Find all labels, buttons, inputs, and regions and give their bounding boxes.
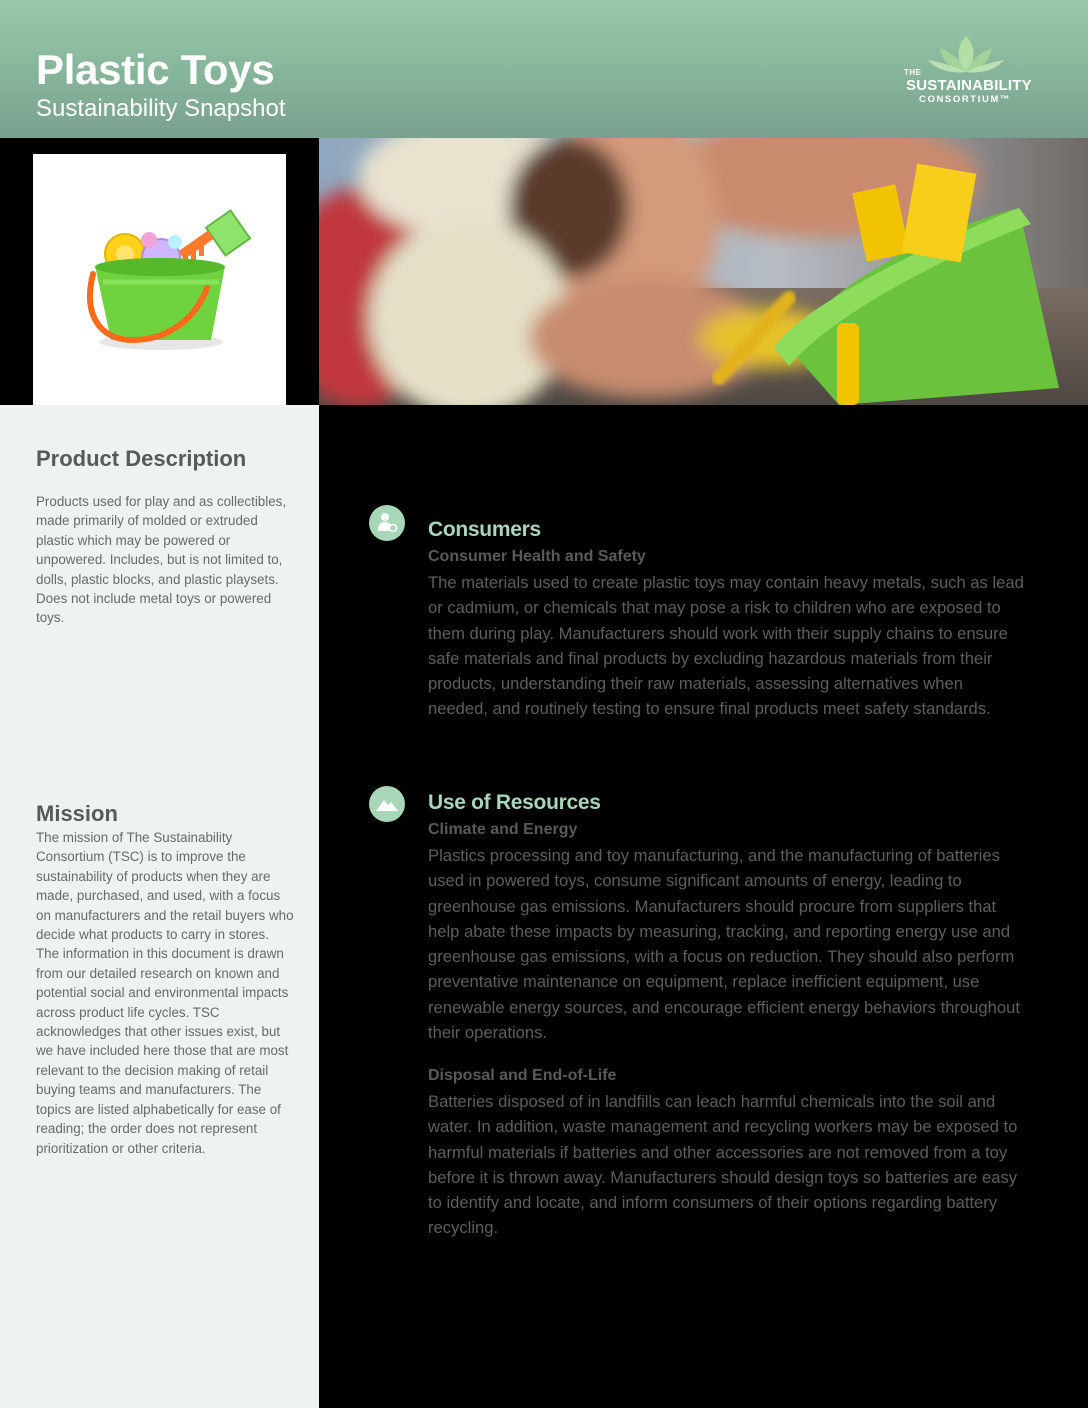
logo-the: THE xyxy=(904,68,922,77)
lotus-leaf-icon xyxy=(926,34,1006,74)
consumer-person-icon xyxy=(369,505,405,541)
header-banner xyxy=(0,0,1088,138)
tsc-logo xyxy=(900,34,1030,110)
topic-text-consumer-health: The materials used to create plastic toys may contain heavy metals, such as lead or cadmium, or chemicals that may pose a risk to children who are exposed to them during play. Manufacturers should work with their supply chains to ensure safe materials and final products by excluding hazardous materials from their products, understanding their raw materials, assessing alternatives when needed, and routinely testing to ensure final products meet safety standards. xyxy=(428,573,1024,719)
mission-text: The mission of The Sustainability Consortium (TSC) is to improve the sustainability of products when they are made, purchased, and used, with a focus on manufacturers and the retail buyers who decide what products to carry in stores. The information in this document is drawn from our detailed research on known and potential social and environmental impacts across product life cycles. TSC acknowledges that other issues exist, but we have included here those that are most relevant to the decision making of retail buying teams and manufacturers. The topics are listed alphabetically for ease of reading; the order does not represent prioritization or other criteria. xyxy=(36,830,294,1156)
logo-subname: CONSORTIUM™ xyxy=(919,94,1012,105)
beach-play-illustration xyxy=(319,138,1088,405)
topic-text-disposal: Batteries disposed of in landfills can leach harmful chemicals into the soil and water. In addition, waste management and recycling workers may be exposed to harmful materials if batteries and other accessories are not removed from a toy before it is thrown away. Manufacturers should design toys so batteries are easy to identify and locate, and inform consumers of their options regarding battery recycling. xyxy=(428,1092,1018,1238)
section-title-consumers: Consumers xyxy=(428,518,541,541)
topic-title-disposal: Disposal and End-of-Life xyxy=(428,1067,617,1084)
topic-title-climate-energy: Climate and Energy xyxy=(428,821,578,838)
product-photo xyxy=(33,154,286,405)
page-title: Plastic Toys xyxy=(36,46,275,93)
hero-photo xyxy=(319,138,1088,405)
mountain-resources-icon xyxy=(369,786,405,822)
product-description-text: Products used for play and as collectibles, made primarily of molded or extruded plastic which may be powered or unpowered. Includes, but is not limited to, dolls, plastic blocks, and plastic playsets. Does not include metal toys or powered toys. xyxy=(36,494,287,626)
toy-bucket-illustration xyxy=(33,154,286,405)
logo-name: SUSTAINABILITY xyxy=(906,77,1032,94)
product-description-heading: Product Description xyxy=(36,446,247,471)
page-subtitle: Sustainability Snapshot xyxy=(36,95,286,122)
section-title-use-of-resources: Use of Resources xyxy=(428,791,601,814)
topic-title-consumer-health: Consumer Health and Safety xyxy=(428,548,646,565)
mission-heading: Mission xyxy=(36,801,118,826)
topic-text-climate-energy: Plastics processing and toy manufacturing, and the manufacturing of batteries used in powered toys, consume significant amounts of energy, leading to greenhouse gas emissions. Manufacturers should procure from suppliers that help abate these impacts by measuring, tracking, and reporting energy use and greenhouse gas emissions, with a focus on reduction. They should also perform preventative maintenance on equipment, replace inefficient equipment, use renewable energy sources, and encourage efficient energy behaviors throughout their operations. xyxy=(428,846,1020,1043)
